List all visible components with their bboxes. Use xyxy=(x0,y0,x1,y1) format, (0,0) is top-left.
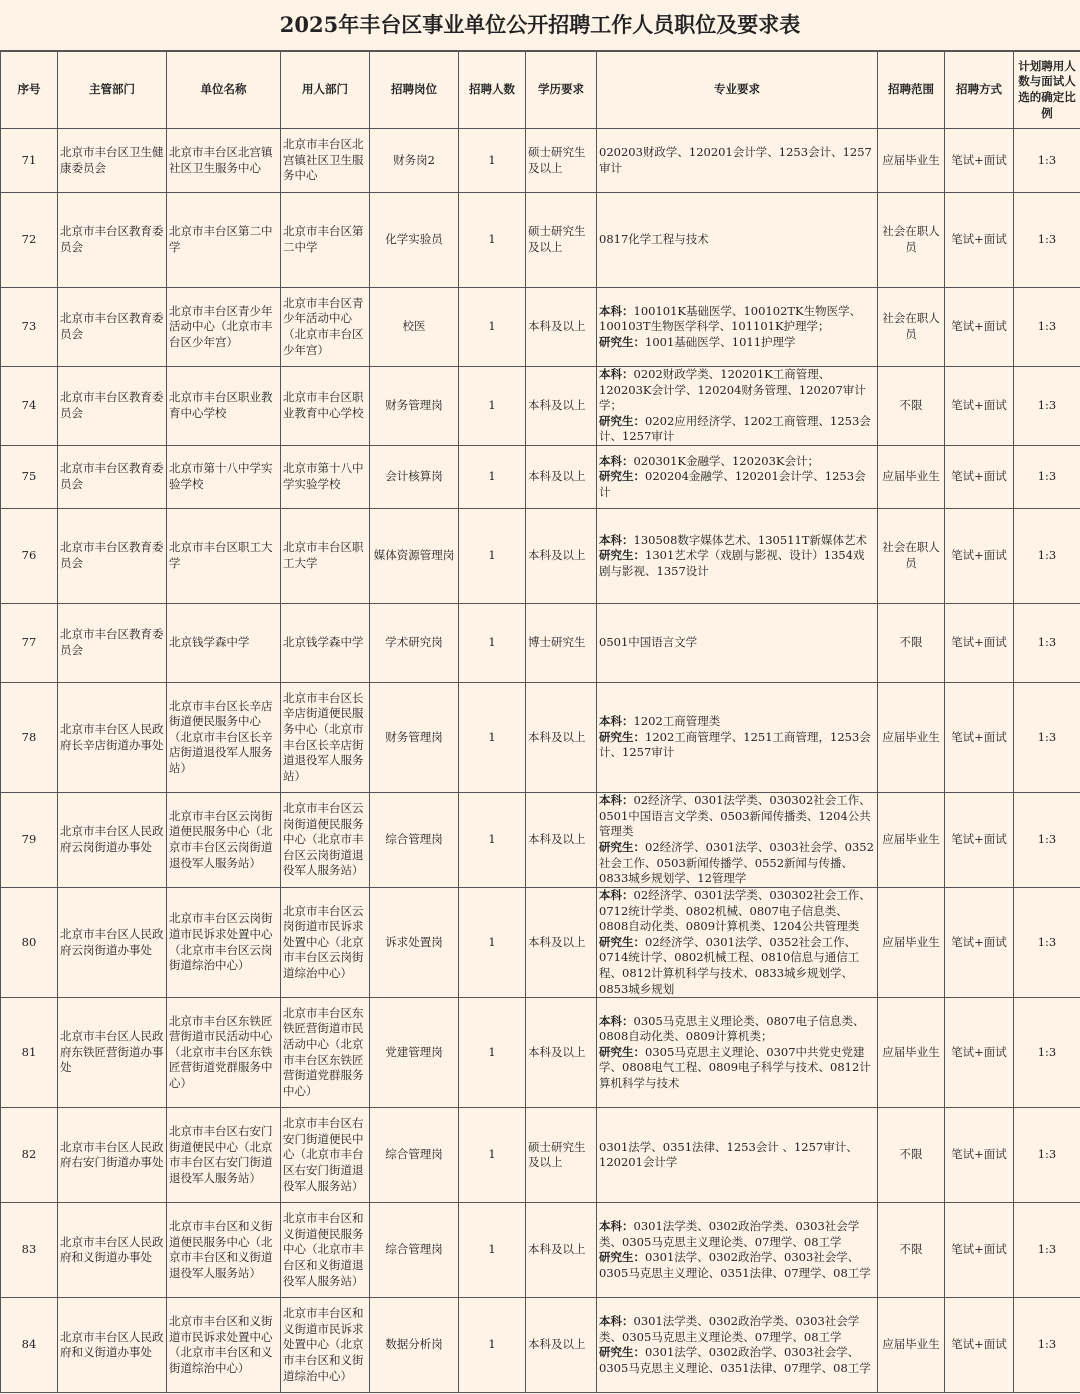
row-scope: 应届毕业生 xyxy=(878,1298,945,1393)
major-level-label: 本科： xyxy=(599,1313,634,1328)
table-row xyxy=(1,193,1080,288)
row-dept: 北京市丰台区教育委员会 xyxy=(58,367,167,446)
row-edu: 本科及以上 xyxy=(526,1203,597,1298)
row-edu: 本科及以上 xyxy=(526,288,597,367)
major-line xyxy=(599,548,875,579)
row-ratio: 1:3 xyxy=(1014,129,1080,193)
major-text: 1301艺术学（戏剧与影视、设计）1354戏剧与影视、1357设计 xyxy=(599,548,865,578)
row-major xyxy=(597,288,878,367)
major-text: 0817化学工程与技术 xyxy=(599,232,709,247)
major-line xyxy=(599,888,875,935)
row-major xyxy=(597,604,878,683)
row-major xyxy=(597,509,878,604)
major-line xyxy=(599,935,875,997)
page-title: 2025年丰台区事业单位公开招聘工作人员职位及要求表 xyxy=(0,0,1080,51)
major-level-label: 本科： xyxy=(599,367,634,382)
row-scope: 不限 xyxy=(878,1108,945,1203)
table-row xyxy=(1,129,1080,193)
row-dept: 北京市丰台区人民政府右安门街道办事处 xyxy=(58,1108,167,1203)
col-header-edu: 学历要求 xyxy=(526,52,597,129)
major-text: 0301法学类、0302政治学类、0303社会学类、0305马克思主义理论类、07理学、08工学 xyxy=(599,1313,860,1344)
row-ratio: 1:3 xyxy=(1014,193,1080,288)
row-scope: 社会在职人员 xyxy=(878,288,945,367)
row-edu: 本科及以上 xyxy=(526,793,597,888)
col-header-scope: 招聘范围 xyxy=(878,52,945,129)
col-header-no: 序号 xyxy=(1,52,58,129)
row-ratio: 1:3 xyxy=(1014,604,1080,683)
row-num: 1 xyxy=(459,888,526,998)
row-num: 1 xyxy=(459,509,526,604)
row-num: 1 xyxy=(459,1108,526,1203)
major-level-label: 研究生： xyxy=(599,1345,645,1360)
row-edu: 本科及以上 xyxy=(526,509,597,604)
major-line xyxy=(599,232,875,248)
row-post: 财务岗2 xyxy=(370,129,459,193)
row-scope: 应届毕业生 xyxy=(878,998,945,1108)
major-line xyxy=(599,414,875,445)
row-dept: 北京市丰台区教育委员会 xyxy=(58,604,167,683)
major-text: 0501中国语言文学 xyxy=(599,635,698,650)
row-method: 笔试+面试 xyxy=(945,367,1014,446)
row-major xyxy=(597,683,878,793)
row-edu: 本科及以上 xyxy=(526,1298,597,1393)
major-line xyxy=(599,840,875,887)
row-unit: 北京钱学森中学 xyxy=(167,604,281,683)
major-level-label: 研究生： xyxy=(599,729,645,744)
row-user-dept: 北京市丰台区职业教育中心学校 xyxy=(281,367,370,446)
row-ratio: 1:3 xyxy=(1014,509,1080,604)
row-no: 78 xyxy=(1,683,58,793)
major-text: 02经济学、0301法学类、030302社会工作、0712统计学类、0802机械、0807电子信息类、0808自动化类、0809计算机类、1204公共管理类 xyxy=(599,888,871,934)
row-user-dept: 北京市丰台区云岗街道便民服务中心（北京市丰台区云岗街道退役军人服务站） xyxy=(281,793,370,888)
row-edu: 本科及以上 xyxy=(526,683,597,793)
row-method: 笔试+面试 xyxy=(945,1203,1014,1298)
row-dept: 北京市丰台区人民政府和义街道办事处 xyxy=(58,1203,167,1298)
row-dept: 北京市丰台区人民政府东铁匠营街道办事处 xyxy=(58,998,167,1108)
row-no: 72 xyxy=(1,193,58,288)
row-scope: 应届毕业生 xyxy=(878,129,945,193)
row-post: 会计核算岗 xyxy=(370,446,459,509)
row-no: 79 xyxy=(1,793,58,888)
row-method: 笔试+面试 xyxy=(945,888,1014,998)
major-line xyxy=(599,469,875,500)
row-num: 1 xyxy=(459,683,526,793)
row-scope: 不限 xyxy=(878,604,945,683)
row-no: 84 xyxy=(1,1298,58,1393)
row-user-dept: 北京钱学森中学 xyxy=(281,604,370,683)
row-post: 数据分析岗 xyxy=(370,1298,459,1393)
col-header-dept: 主管部门 xyxy=(58,52,167,129)
row-no: 83 xyxy=(1,1203,58,1298)
major-line xyxy=(599,145,875,176)
major-line xyxy=(599,1045,875,1092)
major-level-label: 研究生： xyxy=(599,469,645,484)
row-no: 81 xyxy=(1,998,58,1108)
row-method: 笔试+面试 xyxy=(945,604,1014,683)
row-scope: 社会在职人员 xyxy=(878,509,945,604)
row-num: 1 xyxy=(459,1298,526,1393)
row-ratio: 1:3 xyxy=(1014,367,1080,446)
major-line xyxy=(599,1014,875,1045)
row-scope: 应届毕业生 xyxy=(878,683,945,793)
row-no: 82 xyxy=(1,1108,58,1203)
row-user-dept: 北京市丰台区职工大学 xyxy=(281,509,370,604)
row-post: 校医 xyxy=(370,288,459,367)
table-row xyxy=(1,998,1080,1108)
major-level-label: 本科： xyxy=(599,1218,634,1233)
row-major xyxy=(597,888,878,998)
row-unit: 北京市丰台区云岗街道市民诉求处置中心（北京市丰台区云岗街道综治中心） xyxy=(167,888,281,998)
major-line xyxy=(599,730,875,761)
row-dept: 北京市丰台区卫生健康委员会 xyxy=(58,129,167,193)
row-scope: 应届毕业生 xyxy=(878,446,945,509)
row-unit: 北京市丰台区第二中学 xyxy=(167,193,281,288)
row-user-dept: 北京市丰台区青少年活动中心（北京市丰台区少年宫） xyxy=(281,288,370,367)
major-line xyxy=(599,533,875,549)
row-no: 71 xyxy=(1,129,58,193)
major-level-label: 本科： xyxy=(599,303,634,318)
row-num: 1 xyxy=(459,193,526,288)
row-edu: 博士研究生 xyxy=(526,604,597,683)
row-edu: 硕士研究生及以上 xyxy=(526,1108,597,1203)
row-ratio: 1:3 xyxy=(1014,793,1080,888)
row-user-dept: 北京市丰台区和义街道市民诉求处置中心（北京市丰台区和义街道综治中心） xyxy=(281,1298,370,1393)
table-row xyxy=(1,1108,1080,1203)
major-level-label: 研究生： xyxy=(599,413,645,428)
major-text: 0301法学类、0302政治学类、0303社会学类、0305马克思主义理论类、07理学、08工学 xyxy=(599,1218,860,1249)
row-major xyxy=(597,793,878,888)
row-edu: 硕士研究生及以上 xyxy=(526,129,597,193)
row-major xyxy=(597,129,878,193)
row-ratio: 1:3 xyxy=(1014,1203,1080,1298)
major-level-label: 本科： xyxy=(599,453,634,468)
row-post: 综合管理岗 xyxy=(370,1203,459,1298)
row-unit: 北京市丰台区云岗街道便民服务中心（北京市丰台区云岗街道退役军人服务站） xyxy=(167,793,281,888)
table-row xyxy=(1,446,1080,509)
row-method: 笔试+面试 xyxy=(945,446,1014,509)
col-header-post: 招聘岗位 xyxy=(370,52,459,129)
row-method: 笔试+面试 xyxy=(945,793,1014,888)
row-unit: 北京市第十八中学实验学校 xyxy=(167,446,281,509)
row-major xyxy=(597,367,878,446)
row-ratio: 1:3 xyxy=(1014,288,1080,367)
row-dept: 北京市丰台区教育委员会 xyxy=(58,446,167,509)
row-post: 财务管理岗 xyxy=(370,683,459,793)
row-method: 笔试+面试 xyxy=(945,998,1014,1108)
row-ratio: 1:3 xyxy=(1014,888,1080,998)
col-header-major: 专业要求 xyxy=(597,52,878,129)
major-text: 130508数字媒体艺术、130511T新媒体艺术 xyxy=(633,532,867,547)
row-unit: 北京市丰台区职业教育中心学校 xyxy=(167,367,281,446)
row-edu: 本科及以上 xyxy=(526,888,597,998)
major-line xyxy=(599,454,875,470)
major-line xyxy=(599,1314,875,1345)
row-dept: 北京市丰台区人民政府和义街道办事处 xyxy=(58,1298,167,1393)
major-text: 020203财政学、120201会计学、1253会计、1257审计 xyxy=(599,144,872,175)
major-level-label: 本科： xyxy=(599,793,634,808)
row-unit: 北京市丰台区和义街道市民诉求处置中心（北京市丰台区和义街道综治中心） xyxy=(167,1298,281,1393)
row-no: 75 xyxy=(1,446,58,509)
row-major xyxy=(597,193,878,288)
table-row xyxy=(1,288,1080,367)
major-text: 0301法学、0302政治学、0303社会学、0305马克思主义理论、0351法律、07理学、08工学 xyxy=(599,1250,871,1280)
row-ratio: 1:3 xyxy=(1014,683,1080,793)
table-row xyxy=(1,1298,1080,1393)
row-unit: 北京市丰台区长辛店街道便民服务中心（北京市丰台区长辛店街道退役军人服务站） xyxy=(167,683,281,793)
row-no: 80 xyxy=(1,888,58,998)
major-text: 02经济学、0301法学、0303社会学、0352社会工作、0503新闻传播学、0552新闻与传播、0833城乡规划学、12管理学 xyxy=(599,840,874,886)
major-text: 020301K金融学、120203K会计； xyxy=(633,453,819,468)
major-level-label: 研究生： xyxy=(599,334,645,349)
row-method: 笔试+面试 xyxy=(945,1108,1014,1203)
major-line xyxy=(599,1345,875,1376)
row-user-dept: 北京市丰台区和义街道便民服务中心（北京市丰台区和义街道退役军人服务站） xyxy=(281,1203,370,1298)
major-level-label: 研究生： xyxy=(599,1250,645,1265)
major-text: 1001基础医学、1011护理学 xyxy=(645,334,796,349)
row-post: 财务管理岗 xyxy=(370,367,459,446)
major-level-label: 本科： xyxy=(599,532,634,547)
col-header-unit: 单位名称 xyxy=(167,52,281,129)
major-level-label: 研究生： xyxy=(599,934,645,949)
major-text: 020204金融学、120201会计学、1253会计 xyxy=(599,469,866,499)
row-unit: 北京市丰台区东铁匠营街道市民活动中心（北京市丰台区东铁匠营街道党群服务中心） xyxy=(167,998,281,1108)
major-text: 100101K基础医学、100102TK生物医学、100103T生物医学科学、101101K护理学； xyxy=(599,303,862,334)
row-scope: 不限 xyxy=(878,1203,945,1298)
row-ratio: 1:3 xyxy=(1014,1108,1080,1203)
row-num: 1 xyxy=(459,367,526,446)
row-ratio: 1:3 xyxy=(1014,1298,1080,1393)
row-method: 笔试+面试 xyxy=(945,129,1014,193)
positions-table xyxy=(0,51,1080,1393)
row-method: 笔试+面试 xyxy=(945,1298,1014,1393)
row-unit: 北京市丰台区青少年活动中心（北京市丰台区少年宫） xyxy=(167,288,281,367)
row-edu: 本科及以上 xyxy=(526,998,597,1108)
col-header-ratio: 计划聘用人数与面试人选的确定比例 xyxy=(1014,52,1080,129)
major-line xyxy=(599,1140,875,1171)
row-num: 1 xyxy=(459,793,526,888)
row-edu: 硕士研究生及以上 xyxy=(526,193,597,288)
major-line xyxy=(599,635,875,651)
major-text: 0301法学、0351法律、1253会计 、1257审计、120201会计学 xyxy=(599,1139,858,1170)
row-scope: 应届毕业生 xyxy=(878,793,945,888)
row-dept: 北京市丰台区教育委员会 xyxy=(58,509,167,604)
row-num: 1 xyxy=(459,446,526,509)
row-dept: 北京市丰台区人民政府云岗街道办事处 xyxy=(58,793,167,888)
major-line xyxy=(599,714,875,730)
row-user-dept: 北京市丰台区东铁匠营街道市民活动中心（北京市丰台区东铁匠营街道党群服务中心） xyxy=(281,998,370,1108)
row-user-dept: 北京市丰台区北宫镇社区卫生服务中心 xyxy=(281,129,370,193)
table-row xyxy=(1,793,1080,888)
row-edu: 本科及以上 xyxy=(526,446,597,509)
row-method: 笔试+面试 xyxy=(945,509,1014,604)
major-line xyxy=(599,335,875,351)
major-line xyxy=(599,367,875,414)
row-method: 笔试+面试 xyxy=(945,683,1014,793)
row-unit: 北京市丰台区和义街道便民服务中心（北京市丰台区和义街道退役军人服务站） xyxy=(167,1203,281,1298)
table-row xyxy=(1,888,1080,998)
col-header-method: 招聘方式 xyxy=(945,52,1014,129)
major-text: 02经济学、0301法学类、030302社会工作、0501中国语言文学类、0503新闻传播类、1204公共管理类 xyxy=(599,793,871,839)
table-row xyxy=(1,367,1080,446)
row-no: 77 xyxy=(1,604,58,683)
row-dept: 北京市丰台区教育委员会 xyxy=(58,193,167,288)
row-unit: 北京市丰台区职工大学 xyxy=(167,509,281,604)
table-row xyxy=(1,604,1080,683)
major-level-label: 本科： xyxy=(599,888,634,902)
row-major xyxy=(597,1108,878,1203)
major-text: 0301法学、0302政治学、0303社会学、0305马克思主义理论、0351法律、07理学、08工学 xyxy=(599,1345,871,1375)
row-post: 综合管理岗 xyxy=(370,1108,459,1203)
row-dept: 北京市丰台区人民政府长辛店街道办事处 xyxy=(58,683,167,793)
row-post: 学术研究岗 xyxy=(370,604,459,683)
row-user-dept: 北京市丰台区长辛店街道便民服务中心（北京市丰台区长辛店街道退役军人服务站） xyxy=(281,683,370,793)
row-no: 73 xyxy=(1,288,58,367)
row-post: 化学实验员 xyxy=(370,193,459,288)
major-level-label: 研究生： xyxy=(599,548,645,563)
major-text: 0305马克思主义理论、0307中共党史党建学、0808电气工程、0809电子科学与技术、0812计算机科学与技术 xyxy=(599,1044,871,1091)
row-post: 综合管理岗 xyxy=(370,793,459,888)
row-unit: 北京市丰台区北宫镇社区卫生服务中心 xyxy=(167,129,281,193)
major-text: 0305马克思主义理论类、0807电子信息类、0808自动化类、0809计算机类； xyxy=(599,1013,865,1044)
row-ratio: 1:3 xyxy=(1014,446,1080,509)
major-level-label: 研究生： xyxy=(599,1044,645,1059)
row-user-dept: 北京市丰台区右安门街道便民中心（北京市丰台区右安门街道退役军人服务站） xyxy=(281,1108,370,1203)
major-level-label: 本科： xyxy=(599,1013,634,1028)
row-scope: 社会在职人员 xyxy=(878,193,945,288)
row-num: 1 xyxy=(459,1203,526,1298)
row-no: 74 xyxy=(1,367,58,446)
major-text: 1202工商管理学、1251工商管理，1253会计、1257审计 xyxy=(599,729,871,760)
row-user-dept: 北京市丰台区第二中学 xyxy=(281,193,370,288)
row-unit: 北京市丰台区右安门街道便民中心（北京市丰台区右安门街道退役军人服务站） xyxy=(167,1108,281,1203)
row-user-dept: 北京市丰台区云岗街道市民诉求处置中心（北京市丰台区云岗街道综治中心） xyxy=(281,888,370,998)
major-line xyxy=(599,1219,875,1250)
col-header-user-dept: 用人部门 xyxy=(281,52,370,129)
table-row xyxy=(1,1203,1080,1298)
row-user-dept: 北京市第十八中学实验学校 xyxy=(281,446,370,509)
table-row xyxy=(1,683,1080,793)
col-header-num: 招聘人数 xyxy=(459,52,526,129)
row-dept: 北京市丰台区教育委员会 xyxy=(58,288,167,367)
row-ratio: 1:3 xyxy=(1014,998,1080,1108)
major-text: 0202财政学类、120201K工商管理、120203K会计学、120204财务管理、120207审计学； xyxy=(599,367,866,413)
row-post: 诉求处置岗 xyxy=(370,888,459,998)
row-major xyxy=(597,998,878,1108)
row-scope: 应届毕业生 xyxy=(878,888,945,998)
major-text: 1202工商管理类 xyxy=(633,714,721,729)
major-line xyxy=(599,304,875,335)
row-post: 党建管理岗 xyxy=(370,998,459,1108)
row-major xyxy=(597,1203,878,1298)
table-row xyxy=(1,509,1080,604)
row-no: 76 xyxy=(1,509,58,604)
row-num: 1 xyxy=(459,998,526,1108)
row-num: 1 xyxy=(459,129,526,193)
header-row xyxy=(1,52,1080,129)
row-num: 1 xyxy=(459,288,526,367)
major-level-label: 研究生： xyxy=(599,840,645,854)
row-dept: 北京市丰台区人民政府云岗街道办事处 xyxy=(58,888,167,998)
row-method: 笔试+面试 xyxy=(945,288,1014,367)
row-major xyxy=(597,446,878,509)
row-scope: 不限 xyxy=(878,367,945,446)
row-post: 媒体资源管理岗 xyxy=(370,509,459,604)
row-major xyxy=(597,1298,878,1393)
major-text: 0202应用经济学、1202工商管理、1253会计、1257审计 xyxy=(599,413,871,444)
major-level-label: 本科： xyxy=(599,714,634,729)
row-edu: 本科及以上 xyxy=(526,367,597,446)
major-text: 02经济学、0301法学、0352社会工作、0714统计学、0802机械工程、0810信息与通信工程、0812计算机科学与技术、0833城乡规划学、0853城乡规划 xyxy=(599,934,860,996)
row-num: 1 xyxy=(459,604,526,683)
major-line xyxy=(599,793,875,840)
major-line xyxy=(599,1250,875,1281)
table-body xyxy=(1,129,1080,1393)
row-method: 笔试+面试 xyxy=(945,193,1014,288)
